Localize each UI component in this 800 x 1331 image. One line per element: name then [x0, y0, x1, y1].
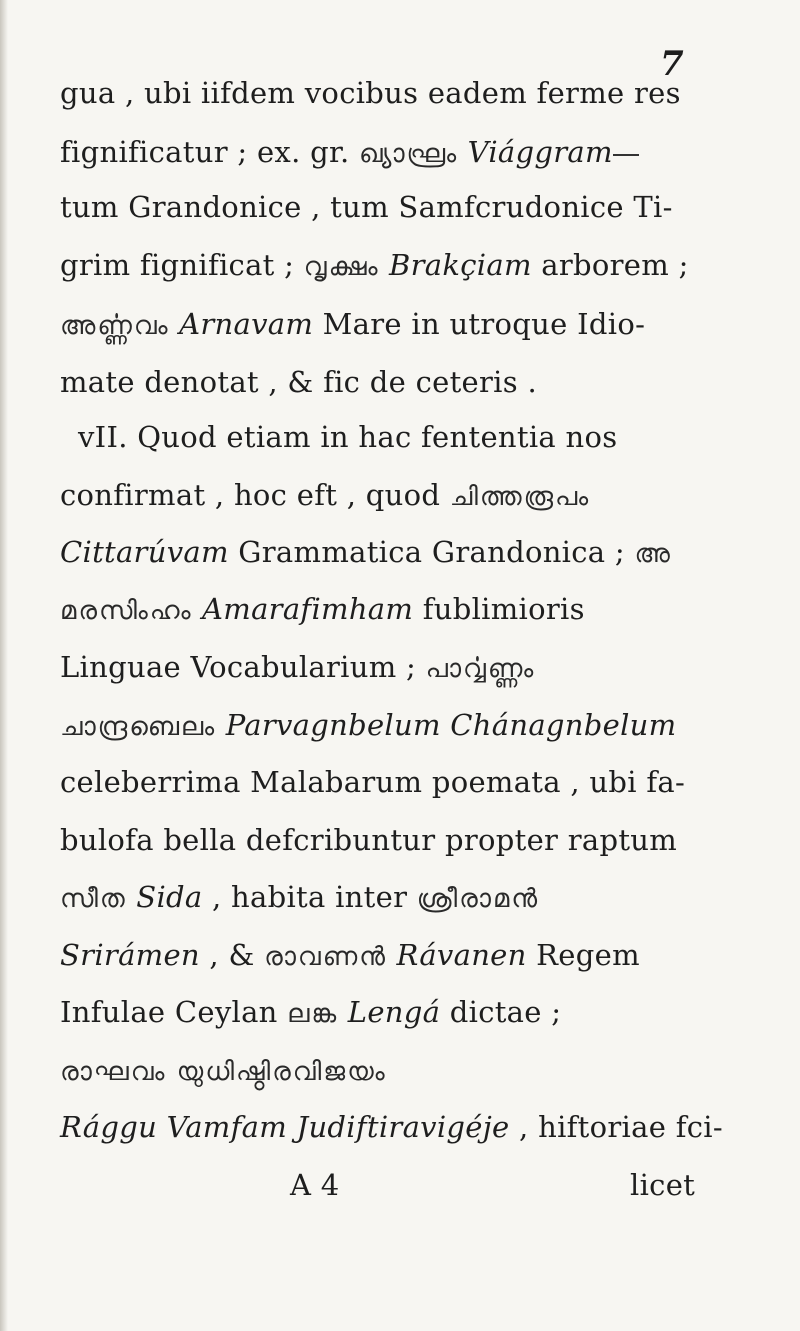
text-line: അൎണ്ണവം Arnavam Mare in utroque Idio-	[60, 307, 646, 341]
malayalam-word: ലങ്ക	[287, 999, 339, 1029]
decorative-tail	[613, 152, 639, 156]
text-line: mate denotat , & fic de ceteris .	[60, 365, 537, 399]
transliteration: Sida	[136, 880, 203, 914]
malayalam-word: രാവണൻ	[264, 942, 388, 972]
malayalam-word: ചാന്ദ്രബെലം	[60, 712, 217, 742]
transliteration: Rávanen	[396, 938, 527, 972]
transliteration: Brakçiam	[389, 248, 532, 282]
malayalam-word: രാഘവം യുധിഷ്ഠിരവിജയം	[60, 1057, 387, 1087]
malayalam-word: ശ്രീരാമൻ	[416, 884, 540, 914]
malayalam-word: അൎണ്ണവം	[60, 311, 170, 341]
malayalam-word: സീത	[60, 884, 127, 914]
text-line: Rággu Vamfam Judiftiravigéje , hiftoriae fci-	[60, 1110, 723, 1144]
transliteration: Amarafimham	[202, 592, 414, 626]
text-line: Srirámen , & രാവണൻ Rávanen Regem	[60, 938, 640, 972]
malayalam-word: പാൎവ്വണ്ണം	[425, 654, 536, 684]
text-line: Cittarúvam Grammatica Grandonica ; അ	[60, 535, 672, 569]
text-line: vII. Quod etiam in hac fententia nos	[78, 420, 618, 454]
text-line: tum Grandonice , tum Samfcrudonice Ti-	[60, 190, 673, 224]
malayalam-word: അ	[634, 539, 672, 569]
text-line: fignificatur ; ex. gr. ഖ്യാഘ്രം Viággram	[60, 135, 760, 170]
text-line: grim fignificat ; വൃക്ഷം Brakçiam arborem ;	[60, 248, 689, 282]
transliteration: Cittarúvam	[60, 535, 229, 569]
transliteration: Parvagnbelum Chánagnbelum	[225, 708, 677, 742]
transliteration: Arnavam	[179, 307, 314, 341]
text-line: Infulae Ceylan ലങ്ക Lengá dictae ;	[60, 995, 562, 1029]
transliteration: Srirámen	[60, 938, 200, 972]
text-line: സീത Sida , habita inter ശ്രീരാമൻ	[60, 880, 540, 914]
malayalam-word: വൃക്ഷം	[303, 252, 380, 282]
text-line: മരസിംഹം Amarafimham fublimioris	[60, 592, 585, 626]
signature-mark: A 4	[290, 1168, 340, 1202]
text-line: Linguae Vocabularium ; പാൎവ്വണ്ണം	[60, 650, 536, 684]
text-line	[60, 708, 760, 743]
text-line: confirmat , hoc eft , quod ചിത്തരൂപം	[60, 478, 591, 512]
malayalam-word: ചിത്തരൂപം	[449, 482, 591, 512]
transliteration: Viággram	[467, 135, 613, 169]
transliteration: Lengá	[347, 995, 441, 1029]
transliteration: Rággu Vamfam Judiftiravigéje	[60, 1110, 510, 1144]
text-line: celeberrima Malabarum poemata , ubi fa-	[60, 765, 686, 799]
text-line	[60, 1053, 760, 1088]
malayalam-word: മരസിംഹം	[60, 596, 193, 626]
malayalam-word: ഖ്യാഘ്രം	[359, 139, 459, 169]
page-number: 7	[660, 44, 684, 84]
text-line: gua , ubi iifdem vocibus eadem ferme res	[60, 76, 681, 110]
text-line: bulofa bella defcribuntur propter raptum	[60, 823, 678, 857]
catchword: licet	[630, 1168, 696, 1202]
page-binding-edge	[0, 0, 8, 1331]
